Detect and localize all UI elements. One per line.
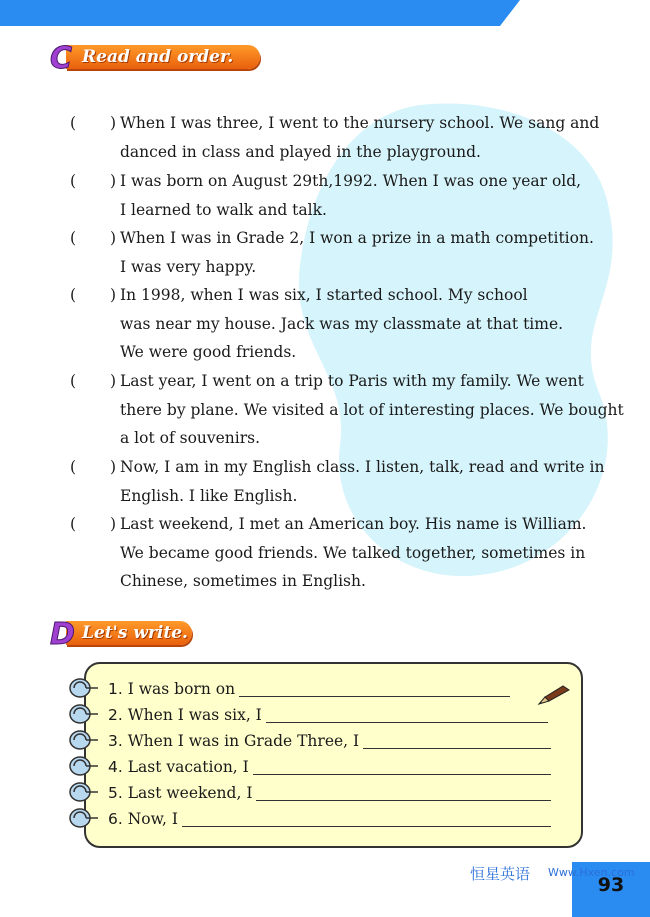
order-item [70,167,590,224]
letter-c-icon [48,40,78,74]
order-item [70,510,590,596]
order-item [70,281,590,367]
order-item [70,367,624,453]
write-prompt-number: 1. [108,680,123,698]
write-prompt-number: 4. [108,758,123,776]
order-item-line: Last year, I went on a trip to Paris with my family. We went [120,372,584,390]
write-prompt [108,729,359,753]
footer-brand: 恒星英语 [470,865,531,883]
order-item-line: English. I like English. [120,486,298,505]
write-answer-blank[interactable] [256,800,551,801]
order-item-line: there by plane. We visited a lot of interesting places. We bought [120,400,624,419]
write-prompt-number: 5. [108,784,123,802]
order-item-line: I learned to walk and talk. [120,200,327,219]
section-d-title: Let's write. [82,623,188,643]
order-item-text [120,167,580,224]
order-item-line: Chinese, sometimes in English. [120,572,366,590]
page-number: 93 [597,874,625,896]
order-item-text [120,453,605,510]
order-item-text [120,367,624,453]
notebook-ring-icon [68,677,100,699]
order-blank-close: ) [110,114,117,132]
order-item [70,453,605,510]
write-answer-blank[interactable] [239,696,510,697]
write-prompt-text: Last weekend, I [127,784,253,802]
section-c-title: Read and order. [82,47,234,67]
order-item-line: When I was three, I went to the nursery school. We sang and [120,114,600,132]
order-blank-close: ) [110,372,117,390]
order-item-text [120,510,587,596]
write-answer-blank[interactable] [253,774,551,775]
footer-site: Www.Hxen.com [548,866,635,879]
write-prompt-text: I was born on [127,680,236,698]
write-prompt-number: 2. [108,706,123,724]
order-blank-close: ) [110,172,117,190]
write-prompt-text: Now, I [127,810,179,828]
write-answer-blank[interactable] [266,722,548,723]
order-blank-open[interactable]: ( [70,515,77,533]
order-blank-open[interactable]: ( [70,286,77,304]
order-item-line: a lot of souvenirs. [120,429,261,447]
letter-d-icon [48,616,78,650]
svg-text:C: C [50,41,73,74]
order-item-text [120,224,594,281]
write-prompt-text: When I was six, I [127,706,262,724]
order-item-text [120,281,580,367]
notebook-ring-icon [68,703,100,725]
order-blank-close: ) [110,229,117,247]
write-prompt-text: When I was in Grade Three, I [127,732,360,750]
order-blank-open[interactable]: ( [70,229,77,247]
write-prompt [108,807,178,831]
write-answer-blank[interactable] [182,826,551,827]
order-item-line: danced in class and played in the playground. [120,142,481,161]
order-item-line: In 1998, when I was six, I started school. My school [120,286,528,304]
order-item [70,109,600,166]
write-prompt-text: Last vacation, I [127,758,249,776]
section-c-header [48,41,262,74]
order-item-line: I was born on August 29th,1992. When I was one year old, [120,172,582,190]
order-blank-close: ) [110,458,117,476]
notebook-ring-icon [68,807,100,829]
order-item-line: Last weekend, I met an American boy. His name is William. [120,515,587,533]
order-blank-open[interactable]: ( [70,372,77,390]
order-item-line: was near my house. Jack was my classmate at that time. [120,314,564,333]
order-blank-close: ) [110,286,117,304]
top-banner [0,0,650,26]
write-prompt-number: 6. [108,810,123,828]
order-item-line: When I was in Grade 2, I won a prize in a math competition. [120,229,594,247]
write-prompt [108,703,262,727]
write-prompt [108,781,252,805]
write-prompt [108,677,235,701]
write-answer-blank[interactable] [363,748,551,749]
order-item-line: I was very happy. [120,257,257,276]
order-item-line: Now, I am in my English class. I listen, talk, read and write in [120,458,605,476]
order-item [70,224,594,281]
section-d-header [48,617,194,650]
notebook-ring-icon [68,781,100,803]
svg-text:D: D [50,617,75,650]
order-blank-open[interactable]: ( [70,458,77,476]
order-item-line: We were good friends. [120,343,297,361]
pencil-icon [537,684,571,706]
write-prompt [108,755,249,779]
order-item-line: We became good friends. We talked together, sometimes in [120,543,586,562]
notebook-ring-icon [68,729,100,751]
notebook-ring-icon [68,755,100,777]
order-blank-close: ) [110,515,117,533]
order-blank-open[interactable]: ( [70,114,77,132]
order-blank-open[interactable]: ( [70,172,77,190]
write-prompt-number: 3. [108,732,123,750]
order-item-text [120,109,600,166]
